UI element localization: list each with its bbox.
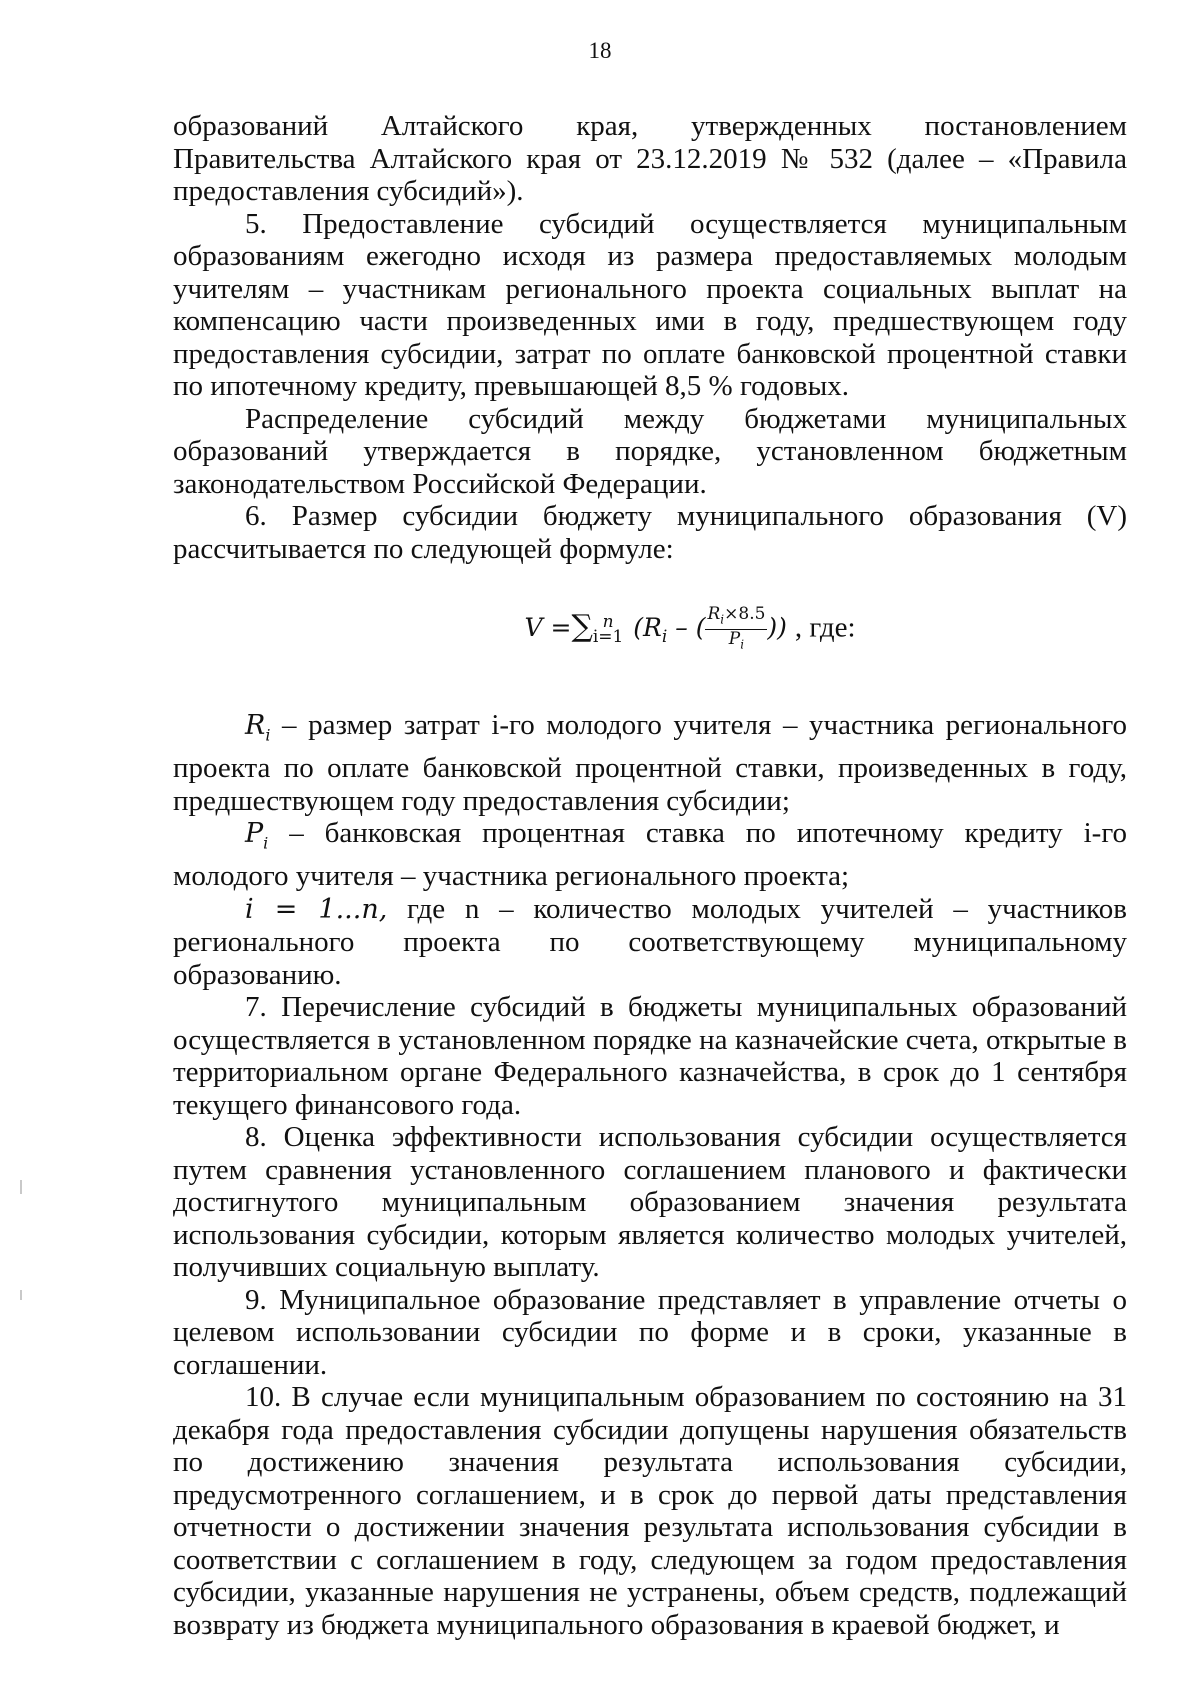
- paragraph-10: 10. В случае если муниципальным образованием по состоянию на 31 декабря года предоставления субсидии допущены нарушения обязательств по достижению значения результата использования субсидии, предусмотренного соглашением, и в срок до первой даты представления отчетности о достижении значения результата использования субсидии в соответствии с соглашением в году, следующем за годом предоставления субсидии, указанные нарушения не устранены, объем средств, подлежащий возврату из бюджета муниципального образования в краевой бюджет, и: [173, 1381, 1127, 1641]
- formula-sum-sign: ∑: [571, 609, 593, 645]
- formula-minus: – (: [667, 613, 706, 643]
- paragraph-8: 8. Оценка эффективности использования субсидии осуществляется путем сравнения установленного соглашением планового и фактически достигнутого муниципальным образованием значения результата использования субсидии, которым является количество молодых учителей, получивших социальную выплату.: [173, 1121, 1127, 1284]
- symbol-r-base: R: [245, 710, 266, 742]
- fraction-denominator-p: P: [728, 629, 741, 650]
- fraction-numerator-r: R: [707, 604, 721, 624]
- definition-p: [173, 817, 1127, 892]
- paragraph-7: 7. Перечисление субсидий в бюджеты муниципальных образований осуществляется в установленном порядке на казначейские счета, открытые в территориальном органе Федерального казначейства, в срок до 1 сентября текущего финансового года.: [173, 991, 1127, 1121]
- definition-r-text: – размер затрат i-го молодого учителя – участника регионального проекта по оплате банковской процентной ставки, произведенных в году, предшествующем году предоставления субсидии;: [173, 709, 1127, 817]
- formula-open-r: (R: [625, 613, 662, 643]
- formula-equals: =: [542, 613, 572, 643]
- scan-artifact: [20, 1180, 22, 1194]
- document-body: [173, 110, 1127, 1641]
- definition-r: [173, 709, 1127, 817]
- symbol-p: [245, 818, 269, 853]
- formula-sum-upper: n: [602, 611, 614, 632]
- formula-sum-lower: i=1: [592, 626, 624, 647]
- paragraph-continuation: образований Алтайского края, утвержденных постановлением Правительства Алтайского края от 23.12.2019 № 532 (далее – «Правила предоставления субсидий»).: [173, 110, 1127, 207]
- symbol-r-sub: i: [265, 725, 271, 745]
- paragraph-6: 6. Размер субсидии бюджету муниципального образования (V) рассчитывается по следующей формуле:: [173, 500, 1127, 565]
- definition-i-text: где n – количество молодых учителей – участников регионального проекта по соответствующему муниципальному образованию.: [173, 892, 1127, 991]
- fraction-numerator-rest: ×8.5: [724, 604, 766, 624]
- formula-where: , где:: [794, 611, 856, 644]
- page-number: 18: [588, 38, 612, 63]
- fraction-denominator-sub: i: [740, 637, 745, 652]
- scan-artifact: [20, 1290, 22, 1300]
- formula-lhs: V: [524, 613, 543, 643]
- symbol-i-range: i = 1...n,: [245, 893, 388, 925]
- formula-r-subscript: i: [661, 627, 668, 648]
- paragraph-5-distribution: Распределение субсидий между бюджетами муниципальных образований утверждается в порядке, установленном бюджетным законодательством Российской Федерации.: [173, 402, 1127, 500]
- paragraph-5: 5. Предоставление субсидий осуществляется муниципальным образованиям ежегодно исходя из размера предоставляемых молодым учителям – участникам регионального проекта социальных выплат на компенсацию части произведенных ими в году, предшествующем году предоставления субсидии, затрат по оплате банковской процентной ставки по ипотечному кредиту, превышающей 8,5 % годовых.: [173, 207, 1127, 402]
- formula-close: )): [767, 613, 787, 643]
- fraction-numerator-sub: i: [720, 612, 725, 627]
- definition-i: [173, 893, 1127, 992]
- definition-p-text: – банковская процентная ставка по ипотечному кредиту i-го молодого учителя – участника регионального проекта;: [173, 817, 1127, 893]
- subsidy-formula: [173, 605, 1127, 657]
- symbol-r: [245, 710, 271, 745]
- symbol-p-sub: i: [263, 833, 269, 853]
- paragraph-9: 9. Муниципальное образование представляет в управление отчеты о целевом использовании субсидии по форме и в сроки, указанные в соглашении.: [173, 1283, 1127, 1381]
- formula-fraction: [705, 605, 767, 655]
- symbol-p-base: P: [245, 818, 264, 850]
